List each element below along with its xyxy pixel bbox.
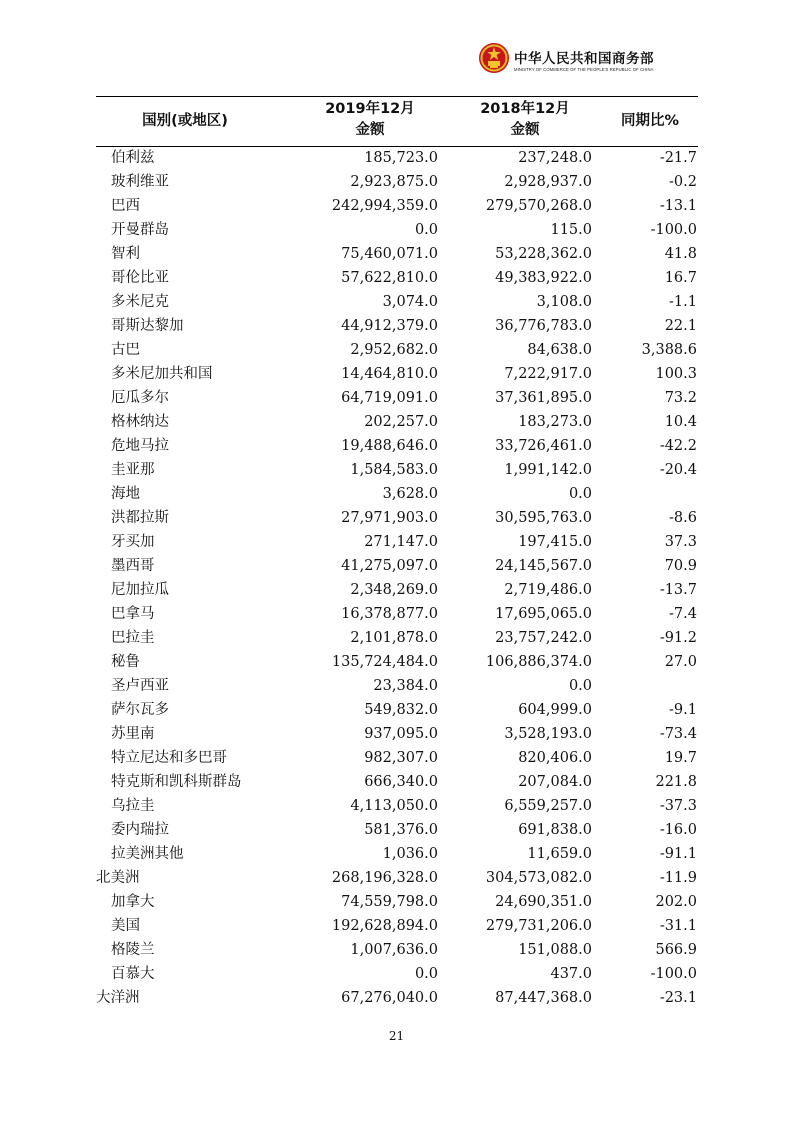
amount-2019-cell: 1,584,583.0 — [350, 462, 438, 478]
amount-2019-cell: 2,101,878.0 — [350, 630, 438, 646]
table-row — [0, 675, 793, 699]
amount-2018-cell: 151,088.0 — [518, 942, 592, 958]
country-cell: 牙买加 — [111, 534, 155, 550]
amount-2018-cell: 1,991,142.0 — [504, 462, 592, 478]
yoy-percent-cell: -8.6 — [669, 510, 697, 526]
amount-2018-cell: 106,886,374.0 — [485, 654, 592, 670]
amount-2019-cell: 1,036.0 — [382, 846, 438, 862]
table-row — [0, 459, 793, 483]
table-row — [0, 843, 793, 867]
region-row — [0, 987, 793, 1011]
amount-2019-cell: 666,340.0 — [364, 774, 438, 790]
amount-2019-cell: 75,460,071.0 — [341, 246, 438, 262]
amount-2019-cell: 44,912,379.0 — [341, 318, 438, 334]
amount-2018-cell: 87,447,368.0 — [495, 990, 592, 1006]
amount-2018-cell: 49,383,922.0 — [495, 270, 592, 286]
column-header-2019-amount: 金额 — [355, 122, 385, 138]
table-row — [0, 387, 793, 411]
amount-2019-cell: 2,348,269.0 — [350, 582, 438, 598]
table-top-rule — [96, 96, 698, 97]
ministry-name-english: MINISTRY OF COMMERCE OF THE PEOPLE'S REPUBLIC OF CHINA — [514, 67, 654, 72]
amount-2018-cell: 3,528,193.0 — [504, 726, 592, 742]
column-header-2018 — [455, 99, 595, 141]
amount-2019-cell: 3,074.0 — [382, 294, 438, 310]
amount-2018-cell: 237,248.0 — [518, 150, 592, 166]
amount-2019-cell: 581,376.0 — [364, 822, 438, 838]
amount-2018-cell: 23,757,242.0 — [495, 630, 592, 646]
table-row — [0, 819, 793, 843]
yoy-percent-cell: -31.1 — [659, 918, 697, 934]
amount-2019-cell: 67,276,040.0 — [341, 990, 438, 1006]
table-row — [0, 171, 793, 195]
amount-2018-cell: 279,570,268.0 — [485, 198, 592, 214]
amount-2019-cell: 41,275,097.0 — [341, 558, 438, 574]
table-row — [0, 747, 793, 771]
country-cell: 特立尼达和多巴哥 — [111, 750, 227, 766]
country-cell: 圣卢西亚 — [111, 678, 169, 694]
yoy-percent-cell: 221.8 — [655, 774, 697, 790]
amount-2019-cell: 16,378,877.0 — [341, 606, 438, 622]
amount-2019-cell: 0.0 — [414, 222, 438, 238]
amount-2018-cell: 197,415.0 — [518, 534, 592, 550]
page-number: 21 — [388, 1029, 405, 1043]
table-row — [0, 411, 793, 435]
country-cell: 萨尔瓦多 — [111, 702, 169, 718]
country-cell: 墨西哥 — [111, 558, 155, 574]
amount-2018-cell: 604,999.0 — [518, 702, 592, 718]
amount-2019-cell: 14,464,810.0 — [341, 366, 438, 382]
amount-2018-cell: 17,695,065.0 — [495, 606, 592, 622]
amount-2018-cell: 2,928,937.0 — [504, 174, 592, 190]
amount-2019-cell: 242,994,359.0 — [331, 198, 438, 214]
yoy-percent-cell: -1.1 — [669, 294, 697, 310]
amount-2019-cell: 135,724,484.0 — [331, 654, 438, 670]
amount-2018-cell: 207,084.0 — [518, 774, 592, 790]
amount-2019-cell: 2,952,682.0 — [350, 342, 438, 358]
country-cell: 北美洲 — [96, 870, 140, 886]
column-header-2018-period: 2018年12月 — [480, 101, 570, 117]
yoy-percent-cell: 22.1 — [664, 318, 697, 334]
country-cell: 委内瑞拉 — [111, 822, 169, 838]
yoy-percent-cell: -9.1 — [669, 702, 697, 718]
table-row — [0, 195, 793, 219]
country-cell: 海地 — [111, 486, 140, 502]
amount-2019-cell: 937,095.0 — [364, 726, 438, 742]
table-row — [0, 291, 793, 315]
country-cell: 秘鲁 — [111, 654, 140, 670]
table-row — [0, 267, 793, 291]
table-row — [0, 555, 793, 579]
amount-2019-cell: 192,628,894.0 — [331, 918, 438, 934]
country-cell: 百慕大 — [111, 966, 155, 982]
column-header-country: 国别(或地区) — [142, 113, 228, 129]
column-header-2018-amount: 金额 — [510, 122, 540, 138]
amount-2018-cell: 0.0 — [568, 678, 592, 694]
amount-2018-cell: 37,361,895.0 — [495, 390, 592, 406]
amount-2018-cell: 30,595,763.0 — [495, 510, 592, 526]
country-cell: 多米尼克 — [111, 294, 169, 310]
yoy-percent-cell: -21.7 — [659, 150, 697, 166]
yoy-percent-cell: 37.3 — [664, 534, 697, 550]
amount-2019-cell: 1,007,636.0 — [350, 942, 438, 958]
country-cell: 多米尼加共和国 — [111, 366, 213, 382]
document-header — [474, 40, 714, 80]
country-cell: 古巴 — [111, 342, 140, 358]
table-row — [0, 627, 793, 651]
amount-2019-cell: 57,622,810.0 — [341, 270, 438, 286]
yoy-percent-cell: -13.7 — [659, 582, 697, 598]
table-row — [0, 603, 793, 627]
table-row — [0, 699, 793, 723]
table-row — [0, 795, 793, 819]
yoy-percent-cell: 16.7 — [664, 270, 697, 286]
yoy-percent-cell: -91.2 — [659, 630, 697, 646]
amount-2019-cell: 549,832.0 — [364, 702, 438, 718]
yoy-percent-cell: -13.1 — [659, 198, 697, 214]
table-row — [0, 339, 793, 363]
country-cell: 乌拉圭 — [111, 798, 155, 814]
yoy-percent-cell: -42.2 — [659, 438, 697, 454]
country-cell: 哥伦比亚 — [111, 270, 169, 286]
amount-2019-cell: 23,384.0 — [373, 678, 438, 694]
table-row — [0, 531, 793, 555]
amount-2018-cell: 279,731,206.0 — [485, 918, 592, 934]
column-header-yoy-percent: 同期比% — [620, 113, 680, 129]
amount-2019-cell: 64,719,091.0 — [341, 390, 438, 406]
table-row — [0, 723, 793, 747]
amount-2019-cell: 0.0 — [414, 966, 438, 982]
yoy-percent-cell: -20.4 — [659, 462, 697, 478]
yoy-percent-cell: -16.0 — [659, 822, 697, 838]
country-cell: 特克斯和凯科斯群岛 — [111, 774, 242, 790]
amount-2018-cell: 437.0 — [550, 966, 592, 982]
table-row — [0, 579, 793, 603]
country-cell: 圭亚那 — [111, 462, 155, 478]
yoy-percent-cell: 73.2 — [664, 390, 697, 406]
country-cell: 加拿大 — [111, 894, 155, 910]
yoy-percent-cell: -91.1 — [659, 846, 697, 862]
amount-2018-cell: 24,145,567.0 — [495, 558, 592, 574]
country-cell: 苏里南 — [111, 726, 155, 742]
yoy-percent-cell: -100.0 — [650, 966, 697, 982]
country-cell: 开曼群岛 — [111, 222, 169, 238]
yoy-percent-cell: 10.4 — [664, 414, 697, 430]
yoy-percent-cell: 566.9 — [655, 942, 697, 958]
yoy-percent-cell: 3,388.6 — [641, 342, 697, 358]
amount-2018-cell: 36,776,783.0 — [495, 318, 592, 334]
table-row — [0, 219, 793, 243]
amount-2018-cell: 2,719,486.0 — [504, 582, 592, 598]
amount-2018-cell: 24,690,351.0 — [495, 894, 592, 910]
amount-2019-cell: 982,307.0 — [364, 750, 438, 766]
table-row — [0, 963, 793, 987]
table-row — [0, 483, 793, 507]
country-cell: 玻利维亚 — [111, 174, 169, 190]
country-cell: 智利 — [111, 246, 140, 262]
yoy-percent-cell: -100.0 — [650, 222, 697, 238]
yoy-percent-cell: 41.8 — [664, 246, 697, 262]
table-row — [0, 435, 793, 459]
amount-2019-cell: 27,971,903.0 — [341, 510, 438, 526]
amount-2018-cell: 84,638.0 — [527, 342, 592, 358]
amount-2018-cell: 7,222,917.0 — [504, 366, 592, 382]
yoy-percent-cell: 27.0 — [664, 654, 697, 670]
table-row — [0, 147, 793, 171]
column-header-2019-period: 2019年12月 — [325, 101, 415, 117]
country-cell: 格陵兰 — [111, 942, 155, 958]
amount-2019-cell: 4,113,050.0 — [350, 798, 438, 814]
yoy-percent-cell: -73.4 — [659, 726, 697, 742]
amount-2019-cell: 3,628.0 — [382, 486, 438, 502]
amount-2019-cell: 74,559,798.0 — [341, 894, 438, 910]
yoy-percent-cell: 19.7 — [664, 750, 697, 766]
country-cell: 格林纳达 — [111, 414, 169, 430]
column-header-2019 — [300, 99, 440, 141]
table-row — [0, 363, 793, 387]
table-row — [0, 891, 793, 915]
table-row — [0, 315, 793, 339]
country-cell: 伯利兹 — [111, 150, 155, 166]
amount-2018-cell: 3,108.0 — [536, 294, 592, 310]
yoy-percent-cell: 202.0 — [655, 894, 697, 910]
country-cell: 大洋洲 — [96, 990, 140, 1006]
country-cell: 哥斯达黎加 — [111, 318, 184, 334]
ministry-name: 中华人民共和国商务部 — [514, 51, 654, 67]
table-row — [0, 771, 793, 795]
yoy-percent-cell: 100.3 — [655, 366, 697, 382]
country-cell: 洪都拉斯 — [111, 510, 169, 526]
amount-2019-cell: 268,196,328.0 — [331, 870, 438, 886]
amount-2019-cell: 185,723.0 — [364, 150, 438, 166]
amount-2018-cell: 6,559,257.0 — [504, 798, 592, 814]
amount-2019-cell: 2,923,875.0 — [350, 174, 438, 190]
yoy-percent-cell: -23.1 — [659, 990, 697, 1006]
country-cell: 危地马拉 — [111, 438, 169, 454]
amount-2018-cell: 691,838.0 — [518, 822, 592, 838]
country-cell: 巴拉圭 — [111, 630, 155, 646]
yoy-percent-cell: -37.3 — [659, 798, 697, 814]
amount-2018-cell: 820,406.0 — [518, 750, 592, 766]
country-cell: 巴西 — [111, 198, 140, 214]
table-row — [0, 939, 793, 963]
table-row — [0, 651, 793, 675]
yoy-percent-cell: -11.9 — [659, 870, 697, 886]
country-cell: 厄瓜多尔 — [111, 390, 169, 406]
yoy-percent-cell: 70.9 — [664, 558, 697, 574]
country-cell: 美国 — [111, 918, 140, 934]
yoy-percent-cell: -7.4 — [669, 606, 697, 622]
table-row — [0, 915, 793, 939]
country-cell: 拉美洲其他 — [111, 846, 184, 862]
table-row — [0, 243, 793, 267]
amount-2019-cell: 271,147.0 — [364, 534, 438, 550]
amount-2018-cell: 183,273.0 — [518, 414, 592, 430]
amount-2018-cell: 115.0 — [550, 222, 592, 238]
table-row — [0, 507, 793, 531]
country-cell: 尼加拉瓜 — [111, 582, 169, 598]
yoy-percent-cell: -0.2 — [669, 174, 697, 190]
amount-2018-cell: 0.0 — [568, 486, 592, 502]
national-emblem-icon — [478, 42, 510, 74]
amount-2019-cell: 19,488,646.0 — [341, 438, 438, 454]
amount-2018-cell: 53,228,362.0 — [495, 246, 592, 262]
country-cell: 巴拿马 — [111, 606, 155, 622]
amount-2018-cell: 304,573,082.0 — [485, 870, 592, 886]
table-body — [0, 147, 793, 1011]
amount-2018-cell: 33,726,461.0 — [495, 438, 592, 454]
amount-2019-cell: 202,257.0 — [364, 414, 438, 430]
amount-2018-cell: 11,659.0 — [527, 846, 592, 862]
region-row — [0, 867, 793, 891]
